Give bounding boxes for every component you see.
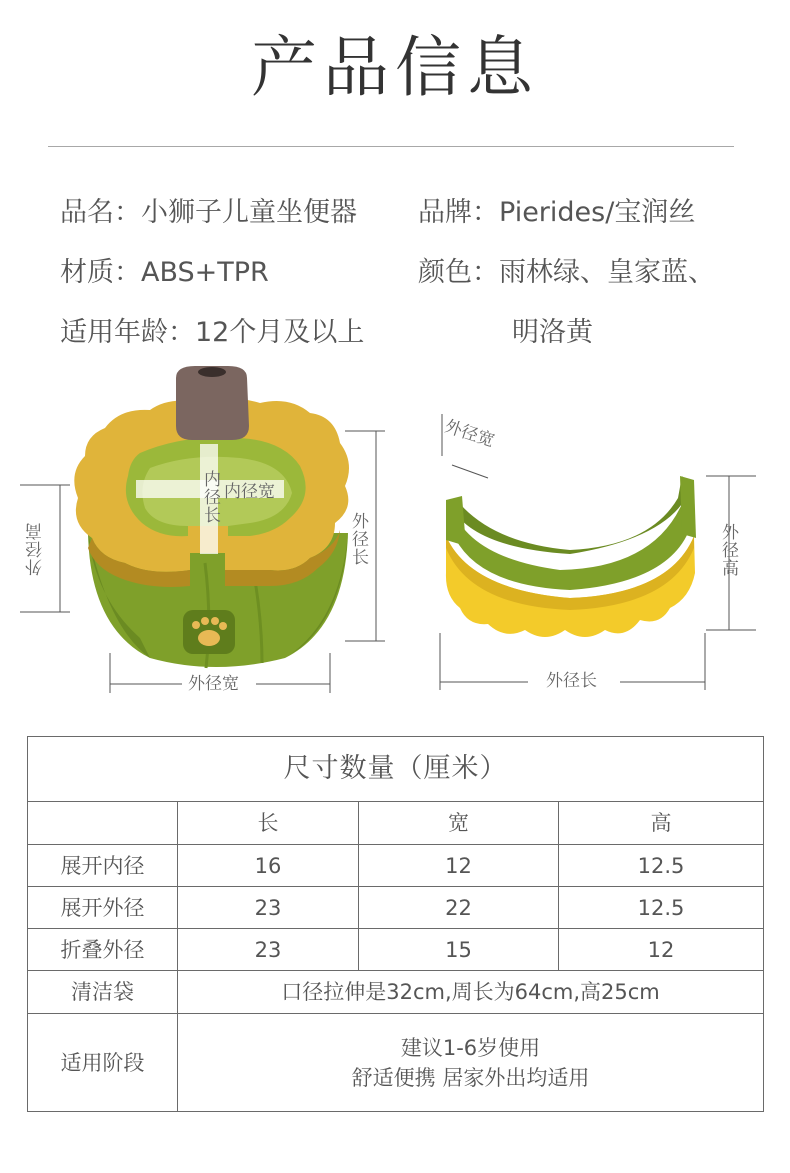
table-row-stage	[28, 1014, 764, 1112]
info-brand: 品牌：Pierides/宝润丝	[418, 197, 696, 228]
table-header-cell	[28, 802, 178, 845]
row-label: 适用阶段	[28, 1014, 178, 1112]
info-color-continued: 明洛黄	[512, 317, 593, 348]
folded-potty	[440, 414, 756, 690]
table-header-row	[28, 802, 764, 845]
table-row	[28, 929, 764, 971]
potty-illustration-svg	[0, 358, 790, 703]
dim-outer-height-right: 外径高	[718, 523, 738, 577]
info-material: 材质：ABS+TPR	[60, 257, 269, 288]
table-header-cell: 长	[178, 802, 359, 845]
stage-line-1: 建议1-6岁使用	[400, 1035, 541, 1060]
table-header-cell: 宽	[359, 802, 559, 845]
row-label: 清洁袋	[28, 971, 178, 1014]
stage-line-2: 舒适便携 居家外出均适用	[351, 1065, 590, 1090]
row-label: 展开内径	[28, 845, 178, 887]
table-header-cell: 高	[559, 802, 764, 845]
table-cell: 23	[178, 929, 359, 971]
info-color: 颜色：雨林绿、皇家蓝、	[418, 257, 715, 288]
title-divider	[48, 146, 734, 147]
table-row-cleaning-bag	[28, 971, 764, 1014]
table-cell: 22	[359, 887, 559, 929]
table-cell: 12	[559, 929, 764, 971]
table-cell: 12.5	[559, 887, 764, 929]
dim-outer-width-left: 外径宽	[188, 674, 239, 694]
stage-description	[178, 1014, 764, 1112]
dim-outer-width-right: 外径宽	[442, 416, 497, 452]
table-caption: 尺寸数量（厘米）	[28, 737, 764, 802]
info-age: 适用年龄：12个月及以上	[60, 317, 365, 348]
dim-outer-height-left: 外径高	[26, 522, 46, 576]
dim-inner-length: 内径长	[200, 470, 220, 524]
table-cell: 23	[178, 887, 359, 929]
table-row	[28, 887, 764, 929]
page-title: 产品信息	[251, 29, 539, 106]
paw-print-icon	[183, 610, 235, 654]
table-cell: 12.5	[559, 845, 764, 887]
row-label: 折叠外径	[28, 929, 178, 971]
dim-inner-width: 内径宽	[224, 482, 275, 502]
info-product-name: 品名：小狮子儿童坐便器	[60, 197, 357, 228]
product-illustration	[0, 358, 790, 703]
size-table	[27, 736, 764, 1112]
cleaning-bag-spec: 口径拉伸是32cm,周长为64cm,高25cm	[178, 971, 764, 1014]
row-label: 展开外径	[28, 887, 178, 929]
dim-outer-length-left: 外径长	[348, 512, 368, 566]
unfolded-potty	[20, 366, 385, 693]
table-cell: 16	[178, 845, 359, 887]
table-cell: 15	[359, 929, 559, 971]
table-row	[28, 845, 764, 887]
table-cell: 12	[359, 845, 559, 887]
dim-outer-length-right: 外径长	[546, 671, 597, 691]
